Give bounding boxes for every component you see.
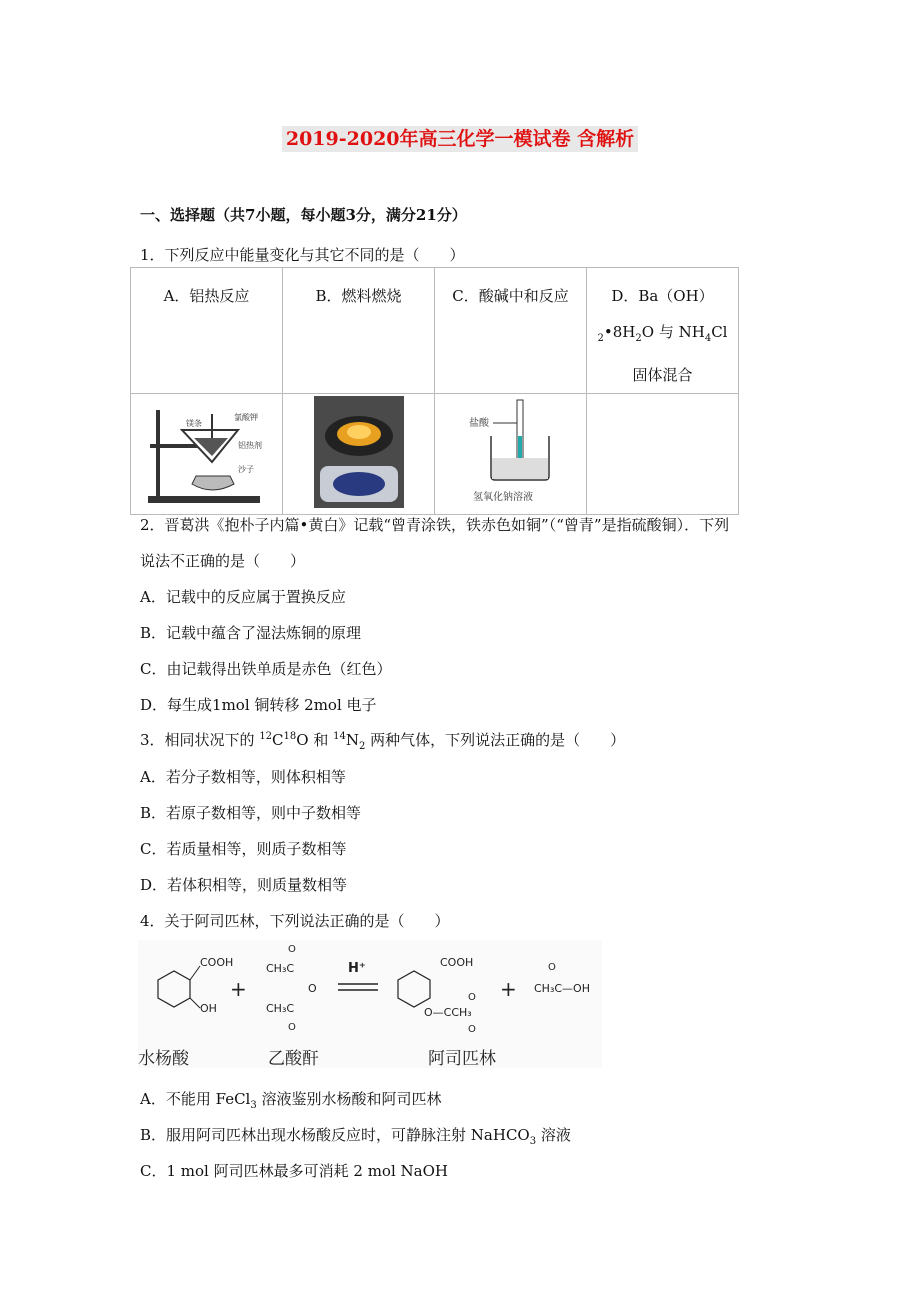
q1-option-d: D．Ba（OH） $_2•8H_2O$ 与 $NH_4Cl$ 固体混合 xyxy=(587,268,739,394)
q1-option-b: B．燃料燃烧 xyxy=(283,268,435,394)
q1-options-table xyxy=(130,267,739,515)
q3-option-b: B．若原子数相等，则中子数相等 xyxy=(140,804,362,822)
q3-option-d: D．若体积相等，则质量数相等 xyxy=(140,876,348,894)
q2-option-c: C．由记载得出铁单质是赤色（红色） xyxy=(140,660,392,678)
svg-text:COOH: COOH xyxy=(440,956,474,969)
aspirin-reaction-scheme xyxy=(138,940,602,1068)
svg-text:O: O xyxy=(468,1024,476,1035)
section-heading: 一、选择题（共7小题，每小题3分，满分21分） xyxy=(140,206,467,224)
svg-text:沙子: 沙子 xyxy=(237,465,254,474)
svg-text:O: O xyxy=(468,992,476,1003)
svg-text:OH: OH xyxy=(200,1002,217,1015)
q2-option-a: A．记载中的反应属于置换反应 xyxy=(140,588,346,606)
q4-option-c: C．1 mol 阿司匹林最多可消耗 2 mol NaOH xyxy=(140,1162,448,1180)
svg-text:水杨酸: 水杨酸 xyxy=(138,1049,189,1068)
q1-image-c xyxy=(435,394,587,515)
q3-stem: 3．相同状况下的 $^{12}C^{18}O$ 和 $^{14}N_2$ 两种气体，下列说法正确的是（ ） xyxy=(140,731,626,752)
svg-text:氯酸钾: 氯酸钾 xyxy=(233,413,258,422)
svg-text:铝热剂: 铝热剂 xyxy=(237,441,262,450)
svg-text:O: O xyxy=(308,982,317,995)
svg-text:COOH: COOH xyxy=(200,956,234,969)
svg-text:CH₃C: CH₃C xyxy=(266,962,295,975)
svg-text:O: O xyxy=(288,944,296,955)
beaker-titration-image xyxy=(451,396,571,508)
svg-text:O: O xyxy=(288,1022,296,1033)
q4-stem: 4．关于阿司匹林，下列说法正确的是（ ） xyxy=(140,912,450,930)
q1-stem: 1．下列反应中能量变化与其它不同的是（ ） xyxy=(140,246,465,264)
svg-text:H⁺: H⁺ xyxy=(348,961,366,976)
thermite-apparatus-image xyxy=(142,396,272,508)
q2-stem-line2: 说法不正确的是（ ） xyxy=(140,552,306,570)
q4-option-a: A．不能用 FeCl$_3$ 溶液鉴别水杨酸和阿司匹林 xyxy=(140,1090,442,1111)
svg-text:镁条: 镁条 xyxy=(185,419,202,428)
svg-text:乙酸酐: 乙酸酐 xyxy=(268,1049,319,1068)
svg-text:CH₃C: CH₃C xyxy=(266,1002,295,1015)
q1-option-c: C．酸碱中和反应 xyxy=(435,268,587,394)
svg-text:阿司匹林: 阿司匹林 xyxy=(428,1049,496,1068)
page-title: 2019-2020年高三化学一模试卷 含解析 xyxy=(0,124,920,151)
q2-option-b: B．记载中蕴含了湿法炼铜的原理 xyxy=(140,624,362,642)
svg-text:O: O xyxy=(548,962,556,973)
q1-image-b xyxy=(283,394,435,515)
svg-text:盐酸: 盐酸 xyxy=(468,418,489,429)
gas-stove-photo xyxy=(314,396,404,508)
svg-text:CH₃C—OH: CH₃C—OH xyxy=(534,982,590,995)
q2-stem-line1: 2．晋葛洪《抱朴子内篇•黄白》记载“曾青涂铁，铁赤色如铜”（“曾青”是指硫酸铜）．下列 xyxy=(140,516,730,534)
q1-image-d-empty xyxy=(587,394,739,515)
svg-text:氢氧化钠溶液: 氢氧化钠溶液 xyxy=(472,492,533,503)
svg-text:O—CCH₃: O—CCH₃ xyxy=(424,1006,472,1019)
q3-option-c: C．若质量相等，则质子数相等 xyxy=(140,840,347,858)
svg-text:+: + xyxy=(500,977,517,1001)
q2-option-d: D．每生成1mol 铜转移 2mol 电子 xyxy=(140,696,377,714)
q1-option-a: A．铝热反应 xyxy=(131,268,283,394)
q3-option-a: A．若分子数相等，则体积相等 xyxy=(140,768,346,786)
q4-option-b: B．服用阿司匹林出现水杨酸反应时，可静脉注射 NaHCO$_3$ 溶液 xyxy=(140,1126,571,1147)
q1-image-a xyxy=(131,394,283,515)
svg-text:+: + xyxy=(230,977,247,1001)
